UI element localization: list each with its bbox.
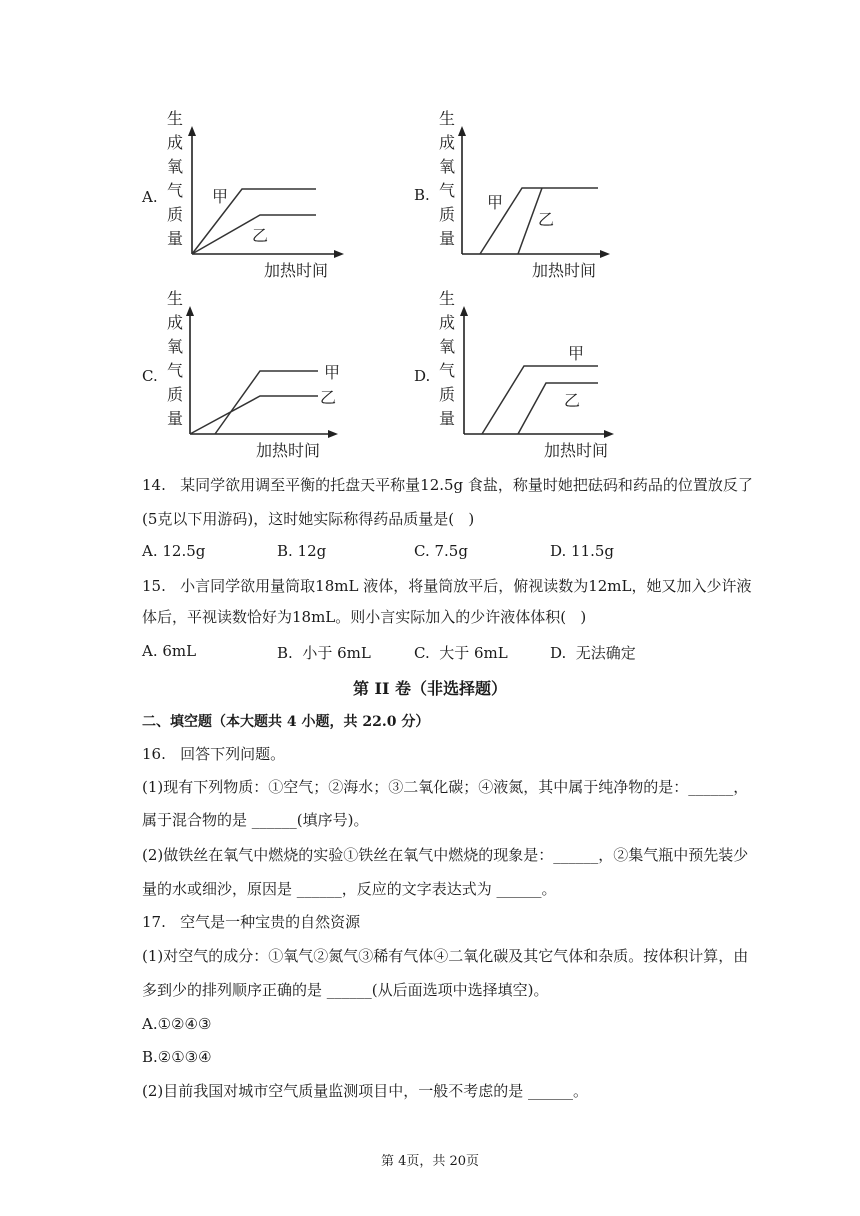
curve-yi xyxy=(190,396,318,434)
x-axis-label: 加热时间 xyxy=(256,441,321,460)
q15-option-a: A. 6mL xyxy=(142,642,197,660)
q14-option-d: D. 11.5g xyxy=(550,542,615,560)
y-label-char: 氧 xyxy=(167,337,184,356)
q17-part1-line2: 多到少的排列顺序正确的是 ______(从后面选项中选择填空)。 xyxy=(142,981,549,999)
q16-part2-line1: (2)做铁丝在氧气中燃烧的实验①铁丝在氧气中燃烧的现象是：______，②集气瓶中预先装少 xyxy=(142,846,749,864)
q14-option-c: C. 7.5g xyxy=(414,542,468,560)
y-label-char: 氧 xyxy=(439,337,456,356)
page-footer: 第 4页，共 20页 xyxy=(380,1154,480,1169)
q17-part1-line1: (1)对空气的成分：①氧气②氮气③稀有气体④二氧化碳及其它气体和杂质。按体积计算，由 xyxy=(142,947,749,965)
q14-line1: 14. 某同学欲用调至平衡的托盘天平称量12.5g 食盐，称量时她把砝码和药品的位置放反了 xyxy=(142,476,753,494)
curve-jia xyxy=(482,366,598,434)
y-label-char: 生 xyxy=(439,289,456,308)
y-label-char: 成 xyxy=(439,133,456,152)
graph-c xyxy=(160,286,360,466)
volume-title: 第 II 卷（非选择题） xyxy=(352,679,508,698)
y-label-char: 生 xyxy=(439,109,456,128)
y-label-char: 气 xyxy=(439,361,456,380)
y-label-char: 量 xyxy=(167,409,184,428)
graph-b xyxy=(432,104,632,284)
series-label-jia: 甲 xyxy=(568,344,585,363)
y-label-char: 质 xyxy=(439,385,456,404)
y-label-char: 气 xyxy=(167,361,184,380)
option-label-a: A. xyxy=(142,188,158,206)
series-label-yi: 乙 xyxy=(320,388,337,407)
option-label-b: B. xyxy=(414,186,430,204)
y-label-char: 成 xyxy=(167,313,184,332)
x-axis-label: 加热时间 xyxy=(264,261,329,280)
y-label-char: 氧 xyxy=(439,157,456,176)
q17-option-b: B.②①③④ xyxy=(142,1048,212,1066)
q15-option-d: D. 无法确定 xyxy=(550,644,636,662)
series-label-jia: 甲 xyxy=(324,363,341,382)
series-label-yi: 乙 xyxy=(252,226,269,245)
y-label-char: 成 xyxy=(439,313,456,332)
q15-option-b: B. 小于 6mL xyxy=(277,644,371,662)
q16-stem: 16. 回答下列问题。 xyxy=(142,745,286,763)
series-label-yi: 乙 xyxy=(564,391,581,410)
y-label-char: 氧 xyxy=(167,157,184,176)
y-label-char: 量 xyxy=(439,229,456,248)
option-label-c: C. xyxy=(142,367,158,385)
curve-jia xyxy=(215,371,318,434)
q15-option-c: C. 大于 6mL xyxy=(414,644,508,662)
graph-a xyxy=(160,104,360,284)
series-label-yi: 乙 xyxy=(538,210,555,229)
y-label-char: 量 xyxy=(167,229,184,248)
x-axis-label: 加热时间 xyxy=(544,441,609,460)
q16-part1-line2: 属于混合物的是 ______(填序号)。 xyxy=(142,811,369,829)
graph-d xyxy=(432,286,632,466)
section-header: 二、填空题（本大题共 4 小题，共 22.0 分） xyxy=(142,714,430,730)
y-label-char: 气 xyxy=(439,181,456,200)
y-label-char: 生 xyxy=(167,109,184,128)
q14-option-a: A. 12.5g xyxy=(142,542,206,560)
y-label-char: 质 xyxy=(167,205,184,224)
q17-stem: 17. 空气是一种宝贵的自然资源 xyxy=(142,913,361,931)
q15-line1: 15. 小言同学欲用量筒取18mL 液体，将量筒放平后，俯视读数为12mL，她又加入少许液 xyxy=(142,577,752,595)
x-axis-label: 加热时间 xyxy=(532,261,597,280)
series-label-jia: 甲 xyxy=(487,193,504,212)
y-label-char: 生 xyxy=(167,289,184,308)
curve-yi xyxy=(518,383,598,434)
y-label-char: 成 xyxy=(167,133,184,152)
y-label-char: 质 xyxy=(167,385,184,404)
q17-part2-line1: (2)目前我国对城市空气质量监测项目中，一般不考虑的是 ______。 xyxy=(142,1082,589,1100)
q16-part1-line1: (1)现有下列物质：①空气；②海水；③二氧化碳；④液氮，其中属于纯净物的是：______， xyxy=(142,778,749,796)
q14-line2: (5克以下用游码)，这时她实际称得药品质量是( ) xyxy=(142,510,475,528)
y-label-char: 质 xyxy=(439,205,456,224)
q14-option-b: B. 12g xyxy=(277,542,327,560)
q16-part2-line2: 量的水或细沙，原因是 ______，反应的文字表达式为 ______。 xyxy=(142,880,557,898)
q15-line2: 体后，平视读数恰好为18mL。则小言实际加入的少许液体体积( ) xyxy=(142,608,587,626)
y-label-char: 气 xyxy=(167,181,184,200)
option-label-d: D. xyxy=(414,367,431,385)
series-label-jia: 甲 xyxy=(212,187,229,206)
q17-option-a: A.①②④③ xyxy=(142,1015,212,1033)
y-label-char: 量 xyxy=(439,409,456,428)
